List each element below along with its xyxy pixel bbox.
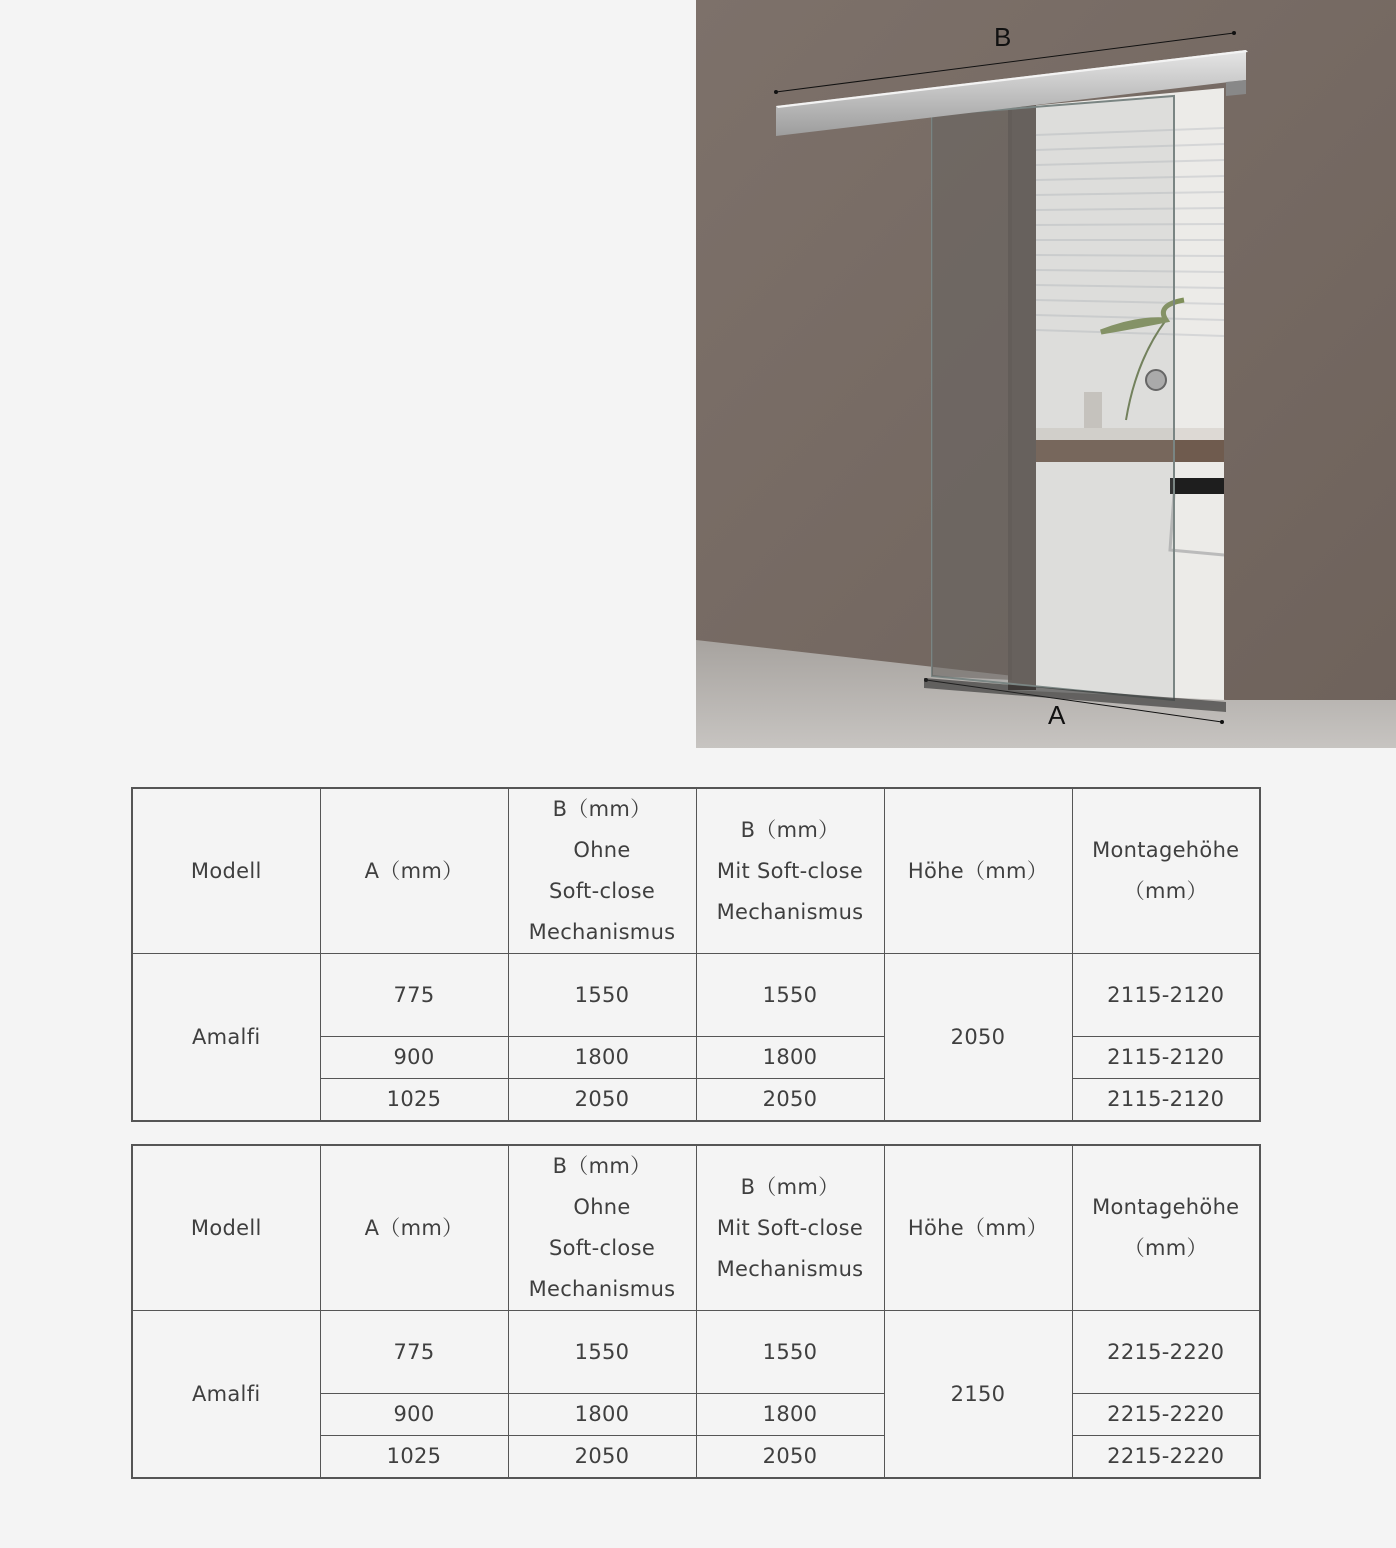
spec-table-2 [131,1144,1261,1479]
cell-a: 1025 [320,1436,508,1479]
cell-a: 900 [320,1394,508,1436]
header-a: A（mm） [320,788,508,954]
table-row [132,1311,1260,1394]
cell-montage: 2115-2120 [1072,954,1260,1037]
cell-montage: 2215-2220 [1072,1394,1260,1436]
header-modell: Modell [132,788,320,954]
cell-montage: 2115-2120 [1072,1079,1260,1122]
cell-b-ohne: 1550 [508,1311,696,1394]
table-header-row [132,788,1260,954]
cell-b-ohne: 2050 [508,1436,696,1479]
cell-a: 775 [320,1311,508,1394]
cell-b-ohne: 1800 [508,1394,696,1436]
hoehe-cell: 2050 [884,954,1072,1122]
header-montage: Montagehöhe （mm） [1072,788,1260,954]
header-montage: Montagehöhe （mm） [1072,1145,1260,1311]
header-modell: Modell [132,1145,320,1311]
cell-montage: 2215-2220 [1072,1311,1260,1394]
header-b-ohne: B（mm） Ohne Soft-close Mechanismus [508,1145,696,1311]
header-a: A（mm） [320,1145,508,1311]
dimension-label-a: A [1048,700,1066,730]
header-b-mit: B（mm） Mit Soft-close Mechanismus [696,788,884,954]
cell-b-mit: 2050 [696,1436,884,1479]
cell-b-ohne: 1550 [508,954,696,1037]
cell-a: 775 [320,954,508,1037]
cell-b-mit: 1550 [696,954,884,1037]
cell-b-ohne: 1800 [508,1037,696,1079]
header-b-ohne: B（mm） Ohne Soft-close Mechanismus [508,788,696,954]
model-cell: Amalfi [132,1311,320,1479]
table-row [132,954,1260,1037]
cell-b-mit: 1800 [696,1037,884,1079]
cell-b-mit: 1550 [696,1311,884,1394]
cell-a: 1025 [320,1079,508,1122]
hoehe-cell: 2150 [884,1311,1072,1479]
product-photo-sliding-door [696,0,1396,748]
cell-a: 900 [320,1037,508,1079]
spec-table-1 [131,787,1261,1122]
dimension-label-b: B [994,22,1012,52]
cell-b-mit: 1800 [696,1394,884,1436]
cell-montage: 2115-2120 [1072,1037,1260,1079]
cell-b-mit: 2050 [696,1079,884,1122]
header-hoehe: Höhe（mm） [884,1145,1072,1311]
table-header-row [132,1145,1260,1311]
header-b-mit: B（mm） Mit Soft-close Mechanismus [696,1145,884,1311]
header-hoehe: Höhe（mm） [884,788,1072,954]
cell-b-ohne: 2050 [508,1079,696,1122]
model-cell: Amalfi [132,954,320,1122]
cell-montage: 2215-2220 [1072,1436,1260,1479]
